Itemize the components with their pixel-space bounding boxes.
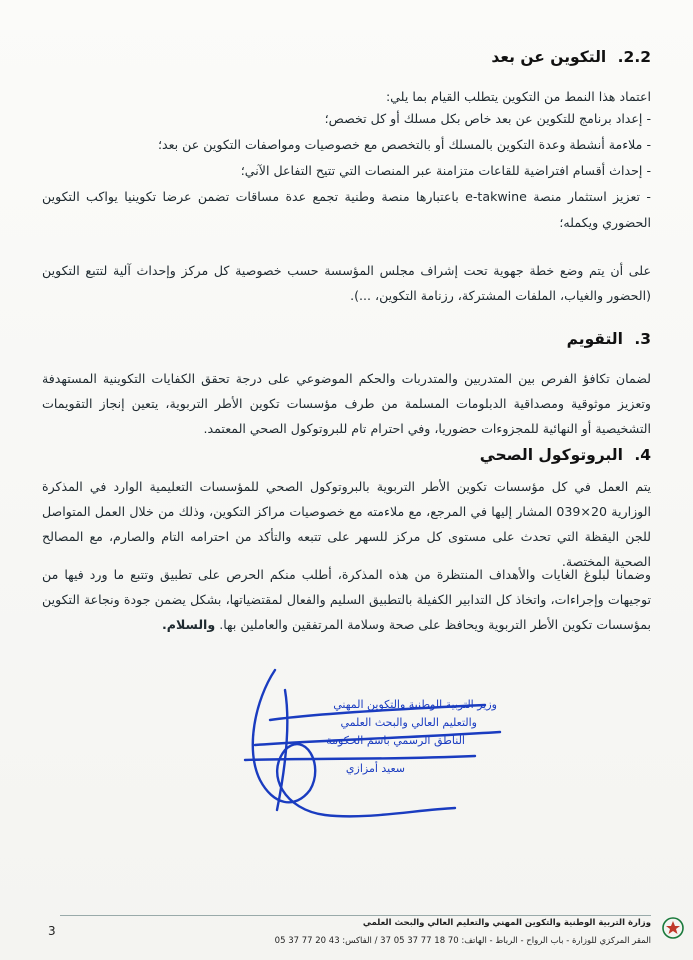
list-item: - إحداث أقسام افتراضية للقاعات متزامنة عبر المنصات التي تتيح التفاعل الآني؛ — [42, 158, 651, 184]
closing-paragraph — [42, 562, 651, 637]
footer-divider — [60, 915, 651, 916]
section-title: البروتوكول الصحي — [479, 446, 623, 464]
closing-text: على أن يتم وضع خطة جهوية تحت إشراف مجلس المؤسسة حسب خصوصية كل مركز وإحداث آلية لتتبع التكوين (الحضور والغياب، الملفات المشتركة، رزنامة التكوين، ...). — [42, 263, 651, 303]
paragraph: لضمان تكافؤ الفرص بين المتدربين والمتدربات والحكم الموضوعي على درجة تحقق الكفايات التكوينية المستهدفة وتعزيز موثوقية ومصداقية الدبلومات المسلمة من طرف مؤسسات تكوين الأطر التربوية، يتعين إنجاز التقويمات التشخيصية أو النهائية للمجزوءات حضوريا، وفي احترام تام للبروتوكول الصحي المعتمد. — [42, 371, 651, 436]
closing-text: وضمانا لبلوغ الغايات والأهداف المنتظرة من هذه المذكرة، أطلب منكم الحرص على تطبيق وتتبع ما ورد فيها من توجيهات وإجراءات، واتخاذ كل التدابير الكفيلة بالتطبيق السليم والفعال لمقتضياتها، بشكل يضمن جودة ونجاعة التكوين بمؤسسات تكوين الأطر التربوية ويحافظ على صحة وسلامة المرتفقين والعاملين بها. — [42, 567, 651, 632]
page-number: 3 — [48, 924, 56, 938]
footer-address: المقر المركزي للوزارة - باب الرواح - الرباط - الهاتف: 70 18 77 37 05 37 / الفاكس: 43 20 77 37 05 — [274, 936, 651, 946]
section-4-heading — [42, 446, 651, 464]
paragraph: يتم العمل في كل مؤسسات تكوين الأطر التربوية بالبروتوكول الصحي للمؤسسات التعليمية الوارد في المذكرة الوزارية 20×039 المشار إليها في المرجع، مع ملاءمته مع خصوصيات مراكز التكوين، وذلك من خلال العمل المتواصل للجن اليقظة التي تحدث على مستوى كل مركز للسهر على تتبعه والتأكد من احترامه التام والصارم، مع المصالح الصحية المختصة. — [42, 479, 651, 569]
intro-text: اعتماد هذا النمط من التكوين يتطلب القيام بما يلي: — [385, 89, 651, 104]
section-4-body — [42, 474, 651, 574]
stamp-line-1: وزير التربية الوطنية والتكوين المهني — [333, 698, 497, 711]
section-2-2-heading — [42, 48, 651, 66]
section-2-2-closing — [42, 258, 651, 308]
section-number: 4. — [634, 446, 651, 464]
list-item: - إعداد برنامج للتكوين عن بعد خاص بكل مسلك أو كل تخصص؛ — [42, 106, 651, 132]
ministry-emblem-icon — [661, 916, 685, 940]
footer-ministry: وزارة التربية الوطنية والتكوين المهني والتعليم العالي والبحث العلمي — [362, 918, 651, 928]
salutation: والسلام. — [161, 617, 216, 632]
section-title: التقويم — [566, 330, 623, 348]
section-number: 3. — [634, 330, 651, 348]
list-item: - تعزيز استثمار منصة e-takwine باعتبارها منصة وطنية تجمع عدة مساقات تضمن عرضا تكوينيا يواكب التكوين الحضوري ويكمله؛ — [42, 184, 651, 236]
section-3-heading — [42, 330, 651, 348]
stamp-name: سعيد أمزازي — [345, 762, 405, 775]
section-title: التكوين عن بعد — [491, 48, 607, 66]
signature-stamp — [215, 660, 515, 830]
stamp-line-3: الناطق الرسمي باسم الحكومة — [326, 734, 465, 747]
list-item: - ملاءمة أنشطة وعدة التكوين بالمسلك أو بالتخصص مع خصوصيات ومواصفات التكوين عن بعد؛ — [42, 132, 651, 158]
section-3-body — [42, 366, 651, 441]
section-2-2-list — [42, 106, 651, 236]
stamp-line-2: والتعليم العالي والبحث العلمي — [340, 716, 477, 729]
section-number: 2.2. — [617, 48, 651, 66]
